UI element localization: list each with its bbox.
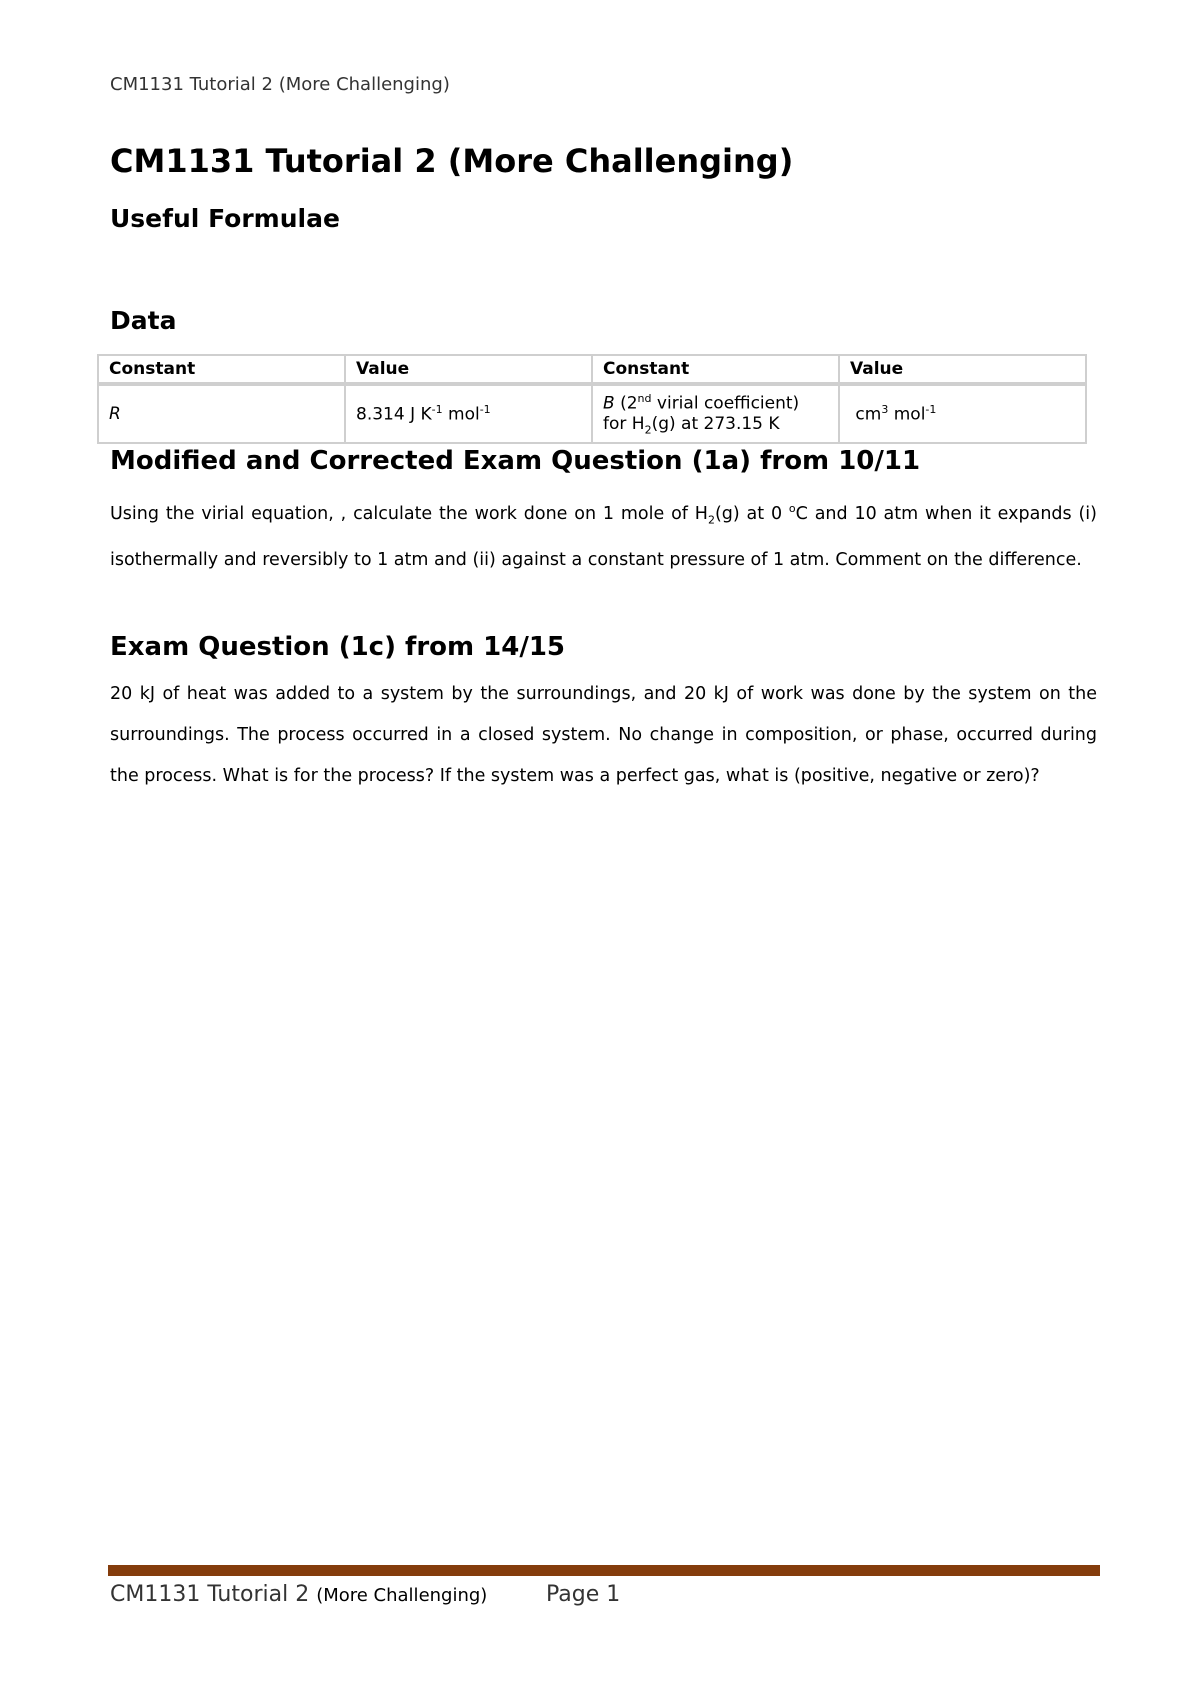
subtitle: Useful Formulae xyxy=(110,204,340,233)
column-header: Value xyxy=(839,355,1086,384)
virial-coefficient-cell: B (2nd virial coefficient) for $H_2(g)$ at 273.15 K xyxy=(592,384,839,443)
table-row xyxy=(98,384,1086,443)
question-2-heading: Exam Question (1c) from 14/15 xyxy=(110,632,566,662)
page-title: CM1131 Tutorial 2 (More Challenging) xyxy=(110,142,794,180)
gas-constant-symbol: R xyxy=(98,384,345,443)
gas-constant-value: 8.314 J $K^{-1}$ mol$^{-1}$ xyxy=(345,384,592,443)
data-heading: Data xyxy=(110,306,177,335)
data-table xyxy=(97,354,1087,444)
column-header: Value xyxy=(345,355,592,384)
table-header-row xyxy=(98,355,1086,384)
column-header: Constant xyxy=(98,355,345,384)
running-header: CM1131 Tutorial 2 (More Challenging) xyxy=(110,74,450,95)
footer-course: CM1131 Tutorial 2 (More Challenging) xyxy=(110,1582,488,1607)
column-header: Constant xyxy=(592,355,839,384)
question-1-heading: Modified and Corrected Exam Question (1a) from 10/11 xyxy=(110,446,921,476)
footer-rule xyxy=(108,1565,1100,1576)
question-1-text: Using the virial equation, , calculate the work done on 1 mole of $H_2(g)$ at 0 $^o$C and 10 atm when it expands (i) isothermally and reversibly to 1 atm and (ii) against a constant pressure of 1 atm. Comment on the difference. xyxy=(110,502,1097,571)
virial-coefficient-value: $cm^3$ mol$^{-1}$ xyxy=(839,384,1086,443)
question-2-text: 20 kJ of heat was added to a system by the surroundings, and 20 kJ of work was done by the system on the surroundings. The process occurred in a closed system. No change in composition, or phase, occurred during the process. What is for the process? If the system was a perfect gas, what is (positive, negative or zero)? xyxy=(110,684,1097,786)
page-number: Page 1 xyxy=(546,1582,621,1607)
